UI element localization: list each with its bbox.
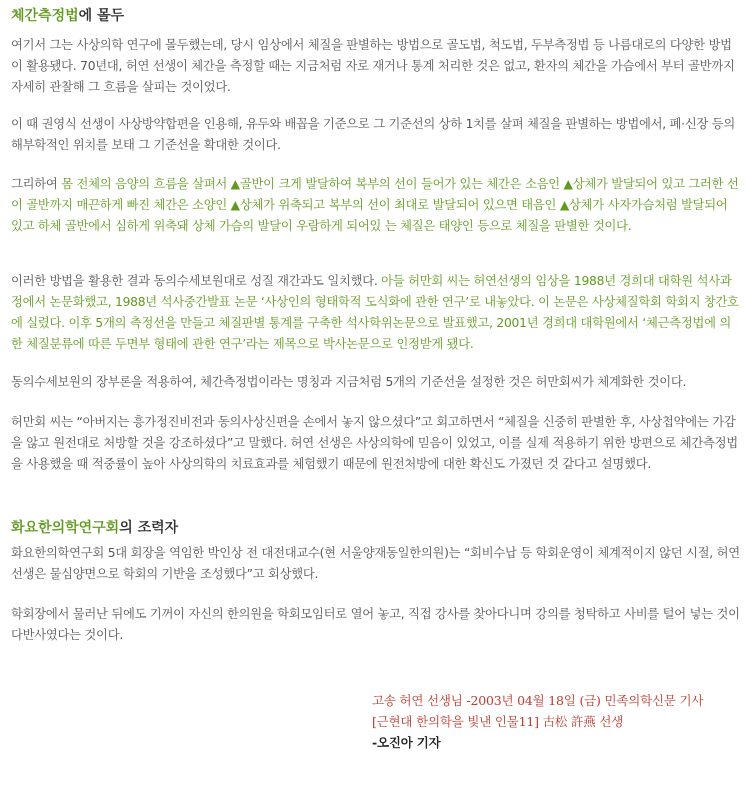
source-credit xyxy=(372,690,703,753)
paragraph: 동의수세보원의 장부론을 적용하여, 체간측정법이라는 명칭과 지금처럼 5개의 기준선을 설정한 것은 허만회씨가 체계화한 것이다. xyxy=(11,375,687,389)
paragraph: 여기서 그는 사상의학 연구에 몰두했는데, 당시 임상에서 체질을 판별하는 방법으로 골도법, 척도법, 두부측정법 등 나름대로의 다양한 방법이 활용됐다. 70년대, 허연 선생이 체간을 측정할 때는 지금처럼 자로 재거나 통계 처리한 것은 없고, 환자의 체간을 가슴에서 부터 골반까지 자세히 관찰해 그 흐름을 살피는 것이었다. xyxy=(11,38,735,94)
highlighted-text: 몸 전체의 음양의 흐름을 살펴서 ▲골반이 크게 발달하여 복부의 선이 들어가 있는 체간은 소음인 ▲상체가 발달되어 있고 그러한 선이 골반까지 매끈하게 빠진 체간은 소양인 ▲상체가 위축되고 복부의 선이 최대로 발달되어 있으면 태음인 ▲상체가 사자가슴처럼 발달되어 있고 하체 골반에서 심하게 위축돼 상체 가슴의 발달이 우람하게 되어있 는 체질은 태양인 등으로 체질을 판별한 것이다. xyxy=(11,177,739,233)
source-line: 고송 허연 선생님 -2003년 04월 18일 (금) 민족의학신문 기사 xyxy=(372,693,704,708)
highlighted-text: 아들 허만회 씨는 허연선생의 임상을 1988년 경희대 대학원 석사과정에서 논문화했고, 1988년 석사중간발표 논문 ‘사상인의 형태학적 도식화에 관한 연구’로 내놓았다. 이 논문은 사상체질학회 학회지 창간호에 실렸다. 이후 5개의 측정선을 만들고 체질판별 통계를 구축한 석사학위논문으로 발표했고, 2001년 경희대 대학원에서 ‘체근측정법에 의한 체질분류에 따른 두면부 형태에 관한 연구’라는 제목으로 박사논문으로 인정받게 됐다. xyxy=(11,274,739,351)
heading-rest: 의 조력자 xyxy=(119,520,179,536)
author-line: -오진아 기자 xyxy=(372,735,441,750)
heading-highlight: 화요한의학연구회 xyxy=(11,520,120,536)
paragraph: 학회장에서 물러난 뒤에도 기꺼이 자신의 한의원을 학회모임터로 열어 놓고, 직접 강사를 찾아다니며 강의를 청탁하고 사비를 털어 넣는 것이 다반사였다는 것이다. xyxy=(11,607,740,642)
heading-rest: 에 몰두 xyxy=(78,8,125,24)
paragraph-text: 이러한 방법을 활용한 결과 동의수세보원대로 성질 재간과도 일치했다. xyxy=(11,274,382,288)
paragraph: 이 때 권영식 선생이 사상방약합편을 인용해, 유두와 배꼽을 기준으로 그 기준선의 상하 1치를 살펴 체질을 판별하는 방법에서, 폐·신장 등의 해부학적인 위치를 보태 그 기준선을 확대한 것이다. xyxy=(11,117,735,152)
paragraph xyxy=(11,174,741,237)
paragraph-text: 그리하여 xyxy=(11,177,62,191)
heading-highlight: 체간측정법 xyxy=(11,8,79,24)
paragraph: 허만회 씨는 “아버지는 흥가정진비전과 동의사상신편을 손에서 놓지 않으셨다”고 회고하면서 “체질을 신중히 판별한 후, 사상첩약에는 가감을 않고 원전대로 처방할 것을 강조하셨다”고 말했다. 허연 선생은 사상의학에 믿음이 있었고, 이를 실제 적용하기 위한 방편으로 체간측정법을 사용했을 때 적중률이 높아 사상의학의 치료효과를 체험했기 때문에 원전처방에 대한 확신도 가졌던 것 같다고 설명했다. xyxy=(11,415,738,471)
series-line: [근현대 한의학을 빛낸 인물11] 古松 許燕 선생 xyxy=(372,714,624,729)
paragraph: 화요한의학연구회 5대 회장을 역임한 박인상 전 대전대교수(현 서울양재동일한의원)는 “회비수납 등 학회운영이 체계적이지 않던 시절, 허연 선생은 물심양면으로 학회의 기반을 조성했다”고 회상했다. xyxy=(11,546,740,581)
section-heading-study-group xyxy=(11,518,178,538)
section-heading-body-measurement xyxy=(11,6,124,26)
paragraph xyxy=(11,271,741,355)
